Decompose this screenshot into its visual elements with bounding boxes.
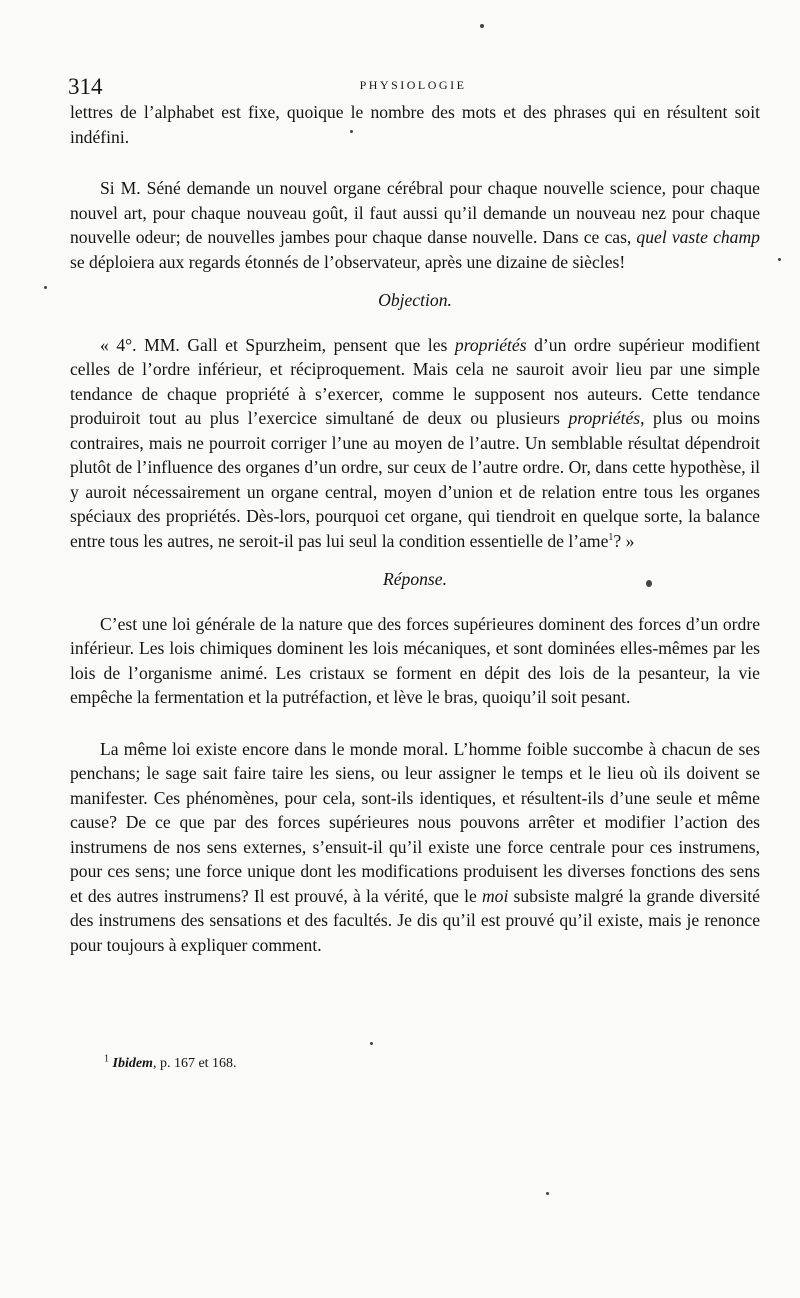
- ink-speck: [546, 1192, 549, 1195]
- heading-objection: Objection.: [378, 290, 452, 310]
- paragraph-continuation: lettres de l’alphabet est fixe, quoique le nombre des mots et des phrases qui en résultent soit indéfini.: [70, 102, 760, 147]
- heading-reponse: Réponse.: [382, 569, 447, 589]
- text-run: subsiste malgré la grande diversité des instrumens des sensations et des facultés. Je dis qu’il est prouvé qu’il existe, mais je renonce pour toujours à expliquer comment.: [70, 885, 760, 955]
- ink-speck: [778, 258, 781, 261]
- text-run: Si M. Séné demande un nouvel organe cérébral pour chaque nouvelle science, pour chaque nouvel art, pour chaque nouveau goût, il faut aussi qu’il demande un nouveau nez pour chaque nouvelle odeur; de nouvelles jambes pour chaque danse nouvelle. Dans ce cas,: [70, 178, 760, 247]
- running-head: PHYSIOLOGIE: [359, 78, 467, 92]
- footnote-text: , p. 167 et 168.: [152, 1056, 237, 1071]
- ink-speck: [480, 24, 484, 28]
- italic-word: propriétés: [454, 334, 527, 355]
- italic-word: propriétés: [568, 408, 641, 428]
- page-number: 314: [68, 74, 103, 99]
- footnote: [104, 1053, 237, 1072]
- text-run: d’un ordre supérieur modifient celles de l’ordre inférieur, et réciproquement. Mais cela ne sauroit avoir lieu par une simple tendance de chaque propriété à s’exercer, comme le supposent nos auteurs. Cette tendance produiroit tout au plus l’exercice simultané de deux ou plusieurs: [70, 334, 760, 428]
- ink-speck: [350, 130, 353, 133]
- text-run: ? »: [613, 530, 635, 551]
- text-run: , plus ou moins contraires, mais ne pourroit corriger l’une au moyen de l’autre. Un semblable résultat dépendroit plutôt de l’influence des organes d’un ordre, sur ceux de l’autre ordre. Or, dans cette hypothèse, il y auroit nécessairement un organe central, moyen d’union et de relation entre tous les organes spéciaux des propriétés. Dès-lors, pourquoi cet organe, qui tiendroit en quelque sorte, la balance entre tous les autres, ne seroit-il pas lui seul la condition essentielle de l’ame: [70, 408, 761, 551]
- ink-speck: [370, 1042, 373, 1045]
- footnote-source: Ibidem: [112, 1056, 153, 1071]
- ink-speck: [646, 580, 652, 587]
- paragraph-sene: [70, 176, 760, 274]
- paragraph-reponse: C’est une loi générale de la nature que des forces supérieures dominent des forces d’un ordre inférieur. Les lois chimiques dominent les lois mécaniques, et sont dominées elles-mêmes par les lois de l’organisme animé. Les cristaux se forment en dépit des lois de la pesanteur, la vie empêche la fermentation et la putréfaction, et lève le bras, quoiqu’il soit pesant.: [70, 613, 760, 707]
- body-text: [70, 100, 760, 957]
- text-run: se déploiera aux regards étonnés de l’observateur, après une dizaine de siècles!: [70, 251, 626, 272]
- footnote-ref: 1: [608, 531, 614, 543]
- italic-phrase: quel vaste champ: [636, 227, 760, 247]
- paragraph-objection: [70, 333, 760, 554]
- ink-speck: [44, 286, 47, 289]
- text-run: « 4°. MM. Gall et Spurzheim, pensent que les: [100, 334, 455, 355]
- italic-word: moi: [481, 885, 509, 906]
- text-run: La même loi existe encore dans le monde moral. L’homme foible succombe à chacun de ses penchans; le sage sait faire taire les siens, ou leur assigner le temps et le lieu où ils doivent se manifester. Ces phénomènes, pour cela, sont-ils identiques, et résultent-ils d’une seule et même cause? De ce que par des forces supérieures nous pouvons arrêter et modifier l’action des instrumens de nos sens externes, s’ensuit-il qu’il existe une force centrale pour ces instrumens, pour ces sens; une force unique dont les modifications produisent les diverses fonctions des sens et des autres instrumens? Il est prouvé, à la vérité, que le: [70, 738, 760, 906]
- footnote-mark: 1: [104, 1053, 109, 1065]
- paragraph-monde-moral: [70, 737, 760, 958]
